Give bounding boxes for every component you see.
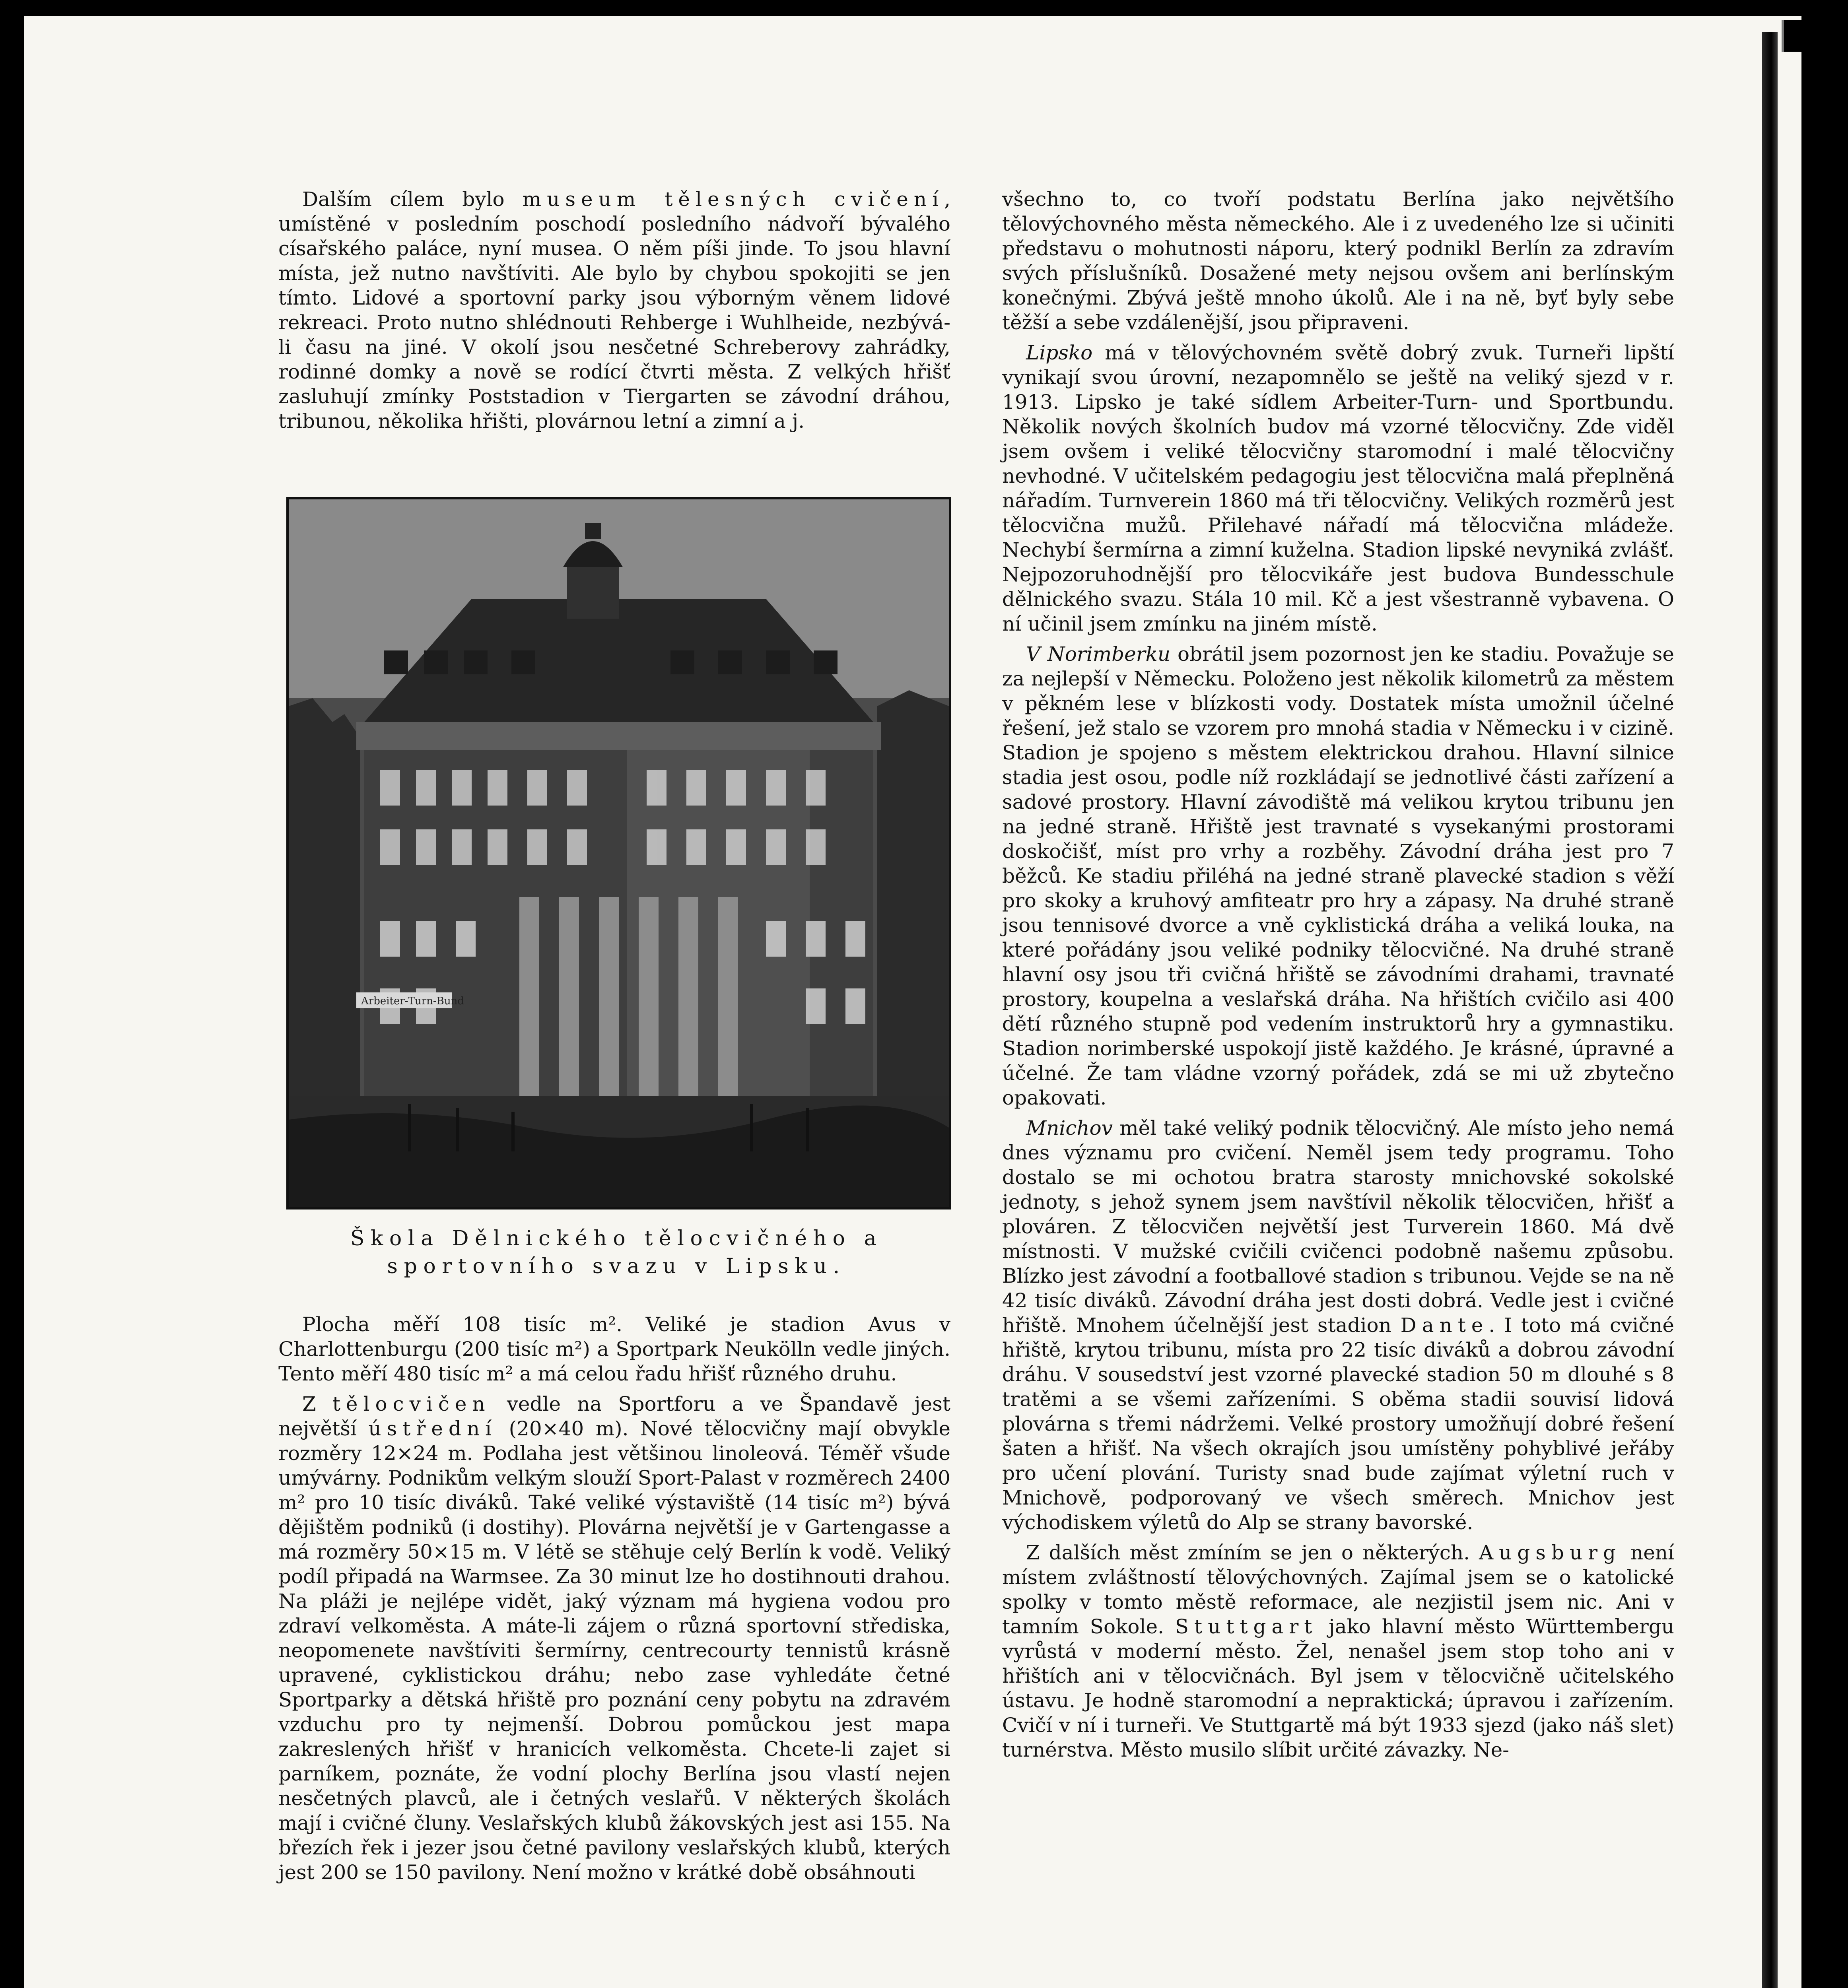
paragraph-norimberk: V Norimberku obrátil jsem pozornost jen ke stadiu. Považuje se za nejlepší v Německu. Položeno jest několik kilometrů za městem v pěkném lese v blízkosti vody. Dostatek místa umožnil účelné řešení, jež stalo se vzorem pro mnohá stadia v Německu i v cizině. Stadion je spojeno s městem elektrickou drahou. Hlavní silnice stadia jest osou, podle níž rozkládají se jednotlivé části zařízení a sadové prostory. Hlavní závodiště má velikou krytou tribunu jen na jedné straně. Hřiště jest travnaté s vysekanými prostorami doskočišť, míst pro vrhy a rozběhy. Závodní dráha jest pro 7 běžců. Ke stadiu přiléhá na jedné straně plavecké stadion s věží pro skoky a kruhový amfiteatr pro hry a zápasy. Na druhé straně jsou tennisové dvorce a vně cyklistická dráha a veliká louka, na které pořádány jsou veliké podniky tělocvičné. Na druhé straně hlavní osy jsou tři cvičná hřiště se závodními drahami, travnaté prostory, koupelna a veslařská dráha. Na hřištích cvičilo asi 400 dětí různého stupně pod vedením instruktorů hry a gymnastiku. Stadion norimberské uspokojí jistě každého. Je krásné, úpravné a účelné. Že tam vládne vzorný pořádek, zdá se mi už zbytečno opakovati. (1002, 643, 1674, 1109)
building-sign-text: Arbeiter-Turn-Bund (361, 995, 464, 1007)
left-column-top (278, 187, 950, 433)
emphasis-augsburg: Augsburg (1479, 1541, 1622, 1564)
paragraph-museum: Dalším cílem bylo museum tělesných cvičení, umístěné v posledním poschodí posledního nádvoří bývalého císařského paláce, nyní musea. O něm píši jinde. To jsou hlavní místa, jež nutno navštíviti. Ale bylo by chybou spokojiti se jen tímto. Lidové a sportovní parky jsou výborným věnem lidové rekreaci. Proto nutno shlédnouti Rehberge i Wuhlheide, nezbývá-li času na jiné. V okolí jsou nesčetné Schreberovy zahrádky, rodinné domky a nově se rodící čtvrti města. Z velkých hřišť zasluhují zmínky Poststadion v Tiergarten se závodní dráhou, tribunou, několika hřišti, plovárnou letní a zimní a j. (278, 188, 950, 433)
left-column-bottom (278, 1312, 950, 1885)
paragraph-telocvicny: Z tělocvičen vedle na Sportforu a ve Špandavě jest největší ústřední (20×40 m). Nové tělocvičny mají obvykle rozměry 12×24 m. Podlaha jest většinou linoleová. Téměř všude umývárny. Podnikům velkým slouží Sport-Palast v rozměrech 2400 m² pro 10 tisíc diváků. Také veliké výstaviště (14 tisíc m²) bývá dějištěm podniků (i dostihy). Plovárna největší je v Gartengasse a má rozměry 50×15 m. V létě se stěhuje celý Berlín k vodě. Veliký podíl připadá na Warmsee. Za 30 minut lze ho dostihnouti drahou. Na pláži je nejlépe vidět, jaký význam má hygiena vodou pro zdraví velkoměsta. A máte-li zájem o různá sportovní střediska, neopomenete navštíviti šermírny, centrecourty tennistů krásně upravené, cyklistickou dráhu; nebo zase vyhledáte četné Sportparky a dětská hřiště pro poznání ceny pobytu na zdravém vzduchu pro ty nejmenší. Dobrou pomůckou jest mapa zakreslených hřišť v hranicích velkoměsta. Chcete-li zajet si parníkem, poznáte, že vodní plochy Berlína jsou vlastí nejen nesčetných plavců, ale i četných veslařů. V některých školách mají i cvičné čluny. Veslařských klubů žákovských jest asi 155. Na březích řek i jezer jsou četné pavilony veslařských klubů, kterých jest 200 se 150 pavilony. Není možno v krátké době obsáhnouti (278, 1392, 950, 1884)
building-photo (286, 497, 951, 1209)
emphasis-telocvicen: tělocvičen (332, 1392, 491, 1415)
emphasis-ustredni: ústřední (368, 1417, 497, 1440)
page-edge-shadow (1762, 32, 1778, 1988)
paragraph-mnichov: Mnichov měl také veliký podnik tělocvičný. Ale místo jeho nemá dnes významu pro cvičení. Neměl jsem tedy programu. Toho dostalo se mi ochotou bratra starosty mnichovské sokolské jednoty, s jehož synem jsem navštívil několik tělocvičen, hřišť a plováren. Z tělocvičen největší jest Turverein 1860. Má dvě místnosti. V mužské cvičili cvičenci podobně našemu způsobu. Blízko jest závodní a footballové stadion s tribunou. Vejde se na ně 42 tisíc diváků. Závodní dráha jest dosti dobrá. Vedle jest i cvičné hřiště. Mnohem účelnější jest stadion Dante. I toto má cvičné hřiště, krytou tribunu, místa pro 22 tisíc diváků a dobrou závodní dráhu. V sousedství jest vzorné plavecké stadion 50 m dlouhé s 8 tratěmi a se všemi zařízeními. S oběma stadii souvisí lidová plovárna s třemi nádržemi. Velké prostory umožňují dobré řešení šaten a hřišť. Na všech okrajích jsou umístěny pohyblivé jeřáby pro učení plování. Turisty snad bude zajímat výletní ruch v Mnichově, podporovaný ve všech směrech. Mnichov jest východiskem výletů do Alp se strany bavorské. (1002, 1116, 1674, 1534)
paragraph-plocha: Plocha měří 108 tisíc m². Veliké je stadion Avus v Charlottenburgu (200 tisíc m²) a Sportpark Neukölln vedle jiných. Tento měří 480 tisíc m² a má celou řadu hřišť různého druhu. (278, 1313, 950, 1385)
scan-corner-mark (1782, 20, 1824, 52)
emphasis-norimberk: V Norimberku (1026, 643, 1171, 666)
right-column (1002, 187, 1674, 1762)
emphasis-dante: Dante (1400, 1314, 1489, 1337)
emphasis-lipsko: Lipsko (1026, 341, 1093, 364)
emphasis-stuttgart: Stuttgart (1175, 1615, 1318, 1638)
emphasis-mnichov: Mnichov (1026, 1116, 1113, 1140)
paragraph-berlin: všechno to, co tvoří podstatu Berlína jako největšího tělovýchovného města německého. Ale i z uvedeného lze si učiniti představu o mohutnosti náporu, který podnikl Berlín za zdravím svých příslušníků. Dosažené mety nejsou ovšem ani berlínským konečnými. Zbývá ještě mnoho úkolů. Ale i na ně, byť byly sebe těžší a sebe vzdálenější, jsou připraveni. (1002, 188, 1674, 334)
emphasis-museum: museum tělesných cvičení (522, 188, 944, 211)
photo-caption: Škola Dělnického tělocvičného a sportovního svazu v Lipsku. (350, 1227, 883, 1278)
paragraph-lipsko: Lipsko má v tělovýchovném světě dobrý zvuk. Turneři lipští vynikají svou úrovní, nezapomnělo se ještě na veliký sjezd v r. 1913. Lipsko je také sídlem Arbeiter-Turn- und Sportbundu. Několik nových školních budov má vzorné tělocvičny. Zde viděl jsem ovšem i veliké tělocvičny staromodní i malé tělocvičny nevhodné. V učitelském pedagogiu jest tělocvična malá přeplněná nářadím. Turnverein 1860 má tři tělocvičny. Velikých rozměrů jest tělocvična mužů. Přilehavé nářadí má tělocvična mládeže. Nechybí šermírna a zimní kuželna. Stadion lipské nevyniká zvlášť. Nejpozoruhodnější pro tělocvikáře jest budova Bundesschule dělnického svazu. Stála 10 mil. Kč a jest všestranně vybavena. O ní učinil jsem zmínku na jiném místě. (1002, 341, 1674, 635)
paragraph-dalsi-mesta: Z dalších měst zmíním se jen o některých. Augsburg není místem zvláštností tělovýchovných. Zajímal jsem se o katolické spolky v tomto městě reformace, ale nezjistil jsem nic. Ani v tamním Sokole. Stuttgart jako hlavní město Württembergu vyrůstá v moderní město. Žel, nenašel jsem stop toho ani v hřištích ani v tělocvičnách. Byl jsem v tělocvičně učitelského ústavu. Je hodně staromodní a nepraktická; úpravou i zařízením. Cvičí v ní i turneři. Ve Stuttgartě má být 1933 sjezd (jako náš slet) turnérstva. Město musilo slíbit určité závazky. Ne- (1002, 1541, 1675, 1761)
